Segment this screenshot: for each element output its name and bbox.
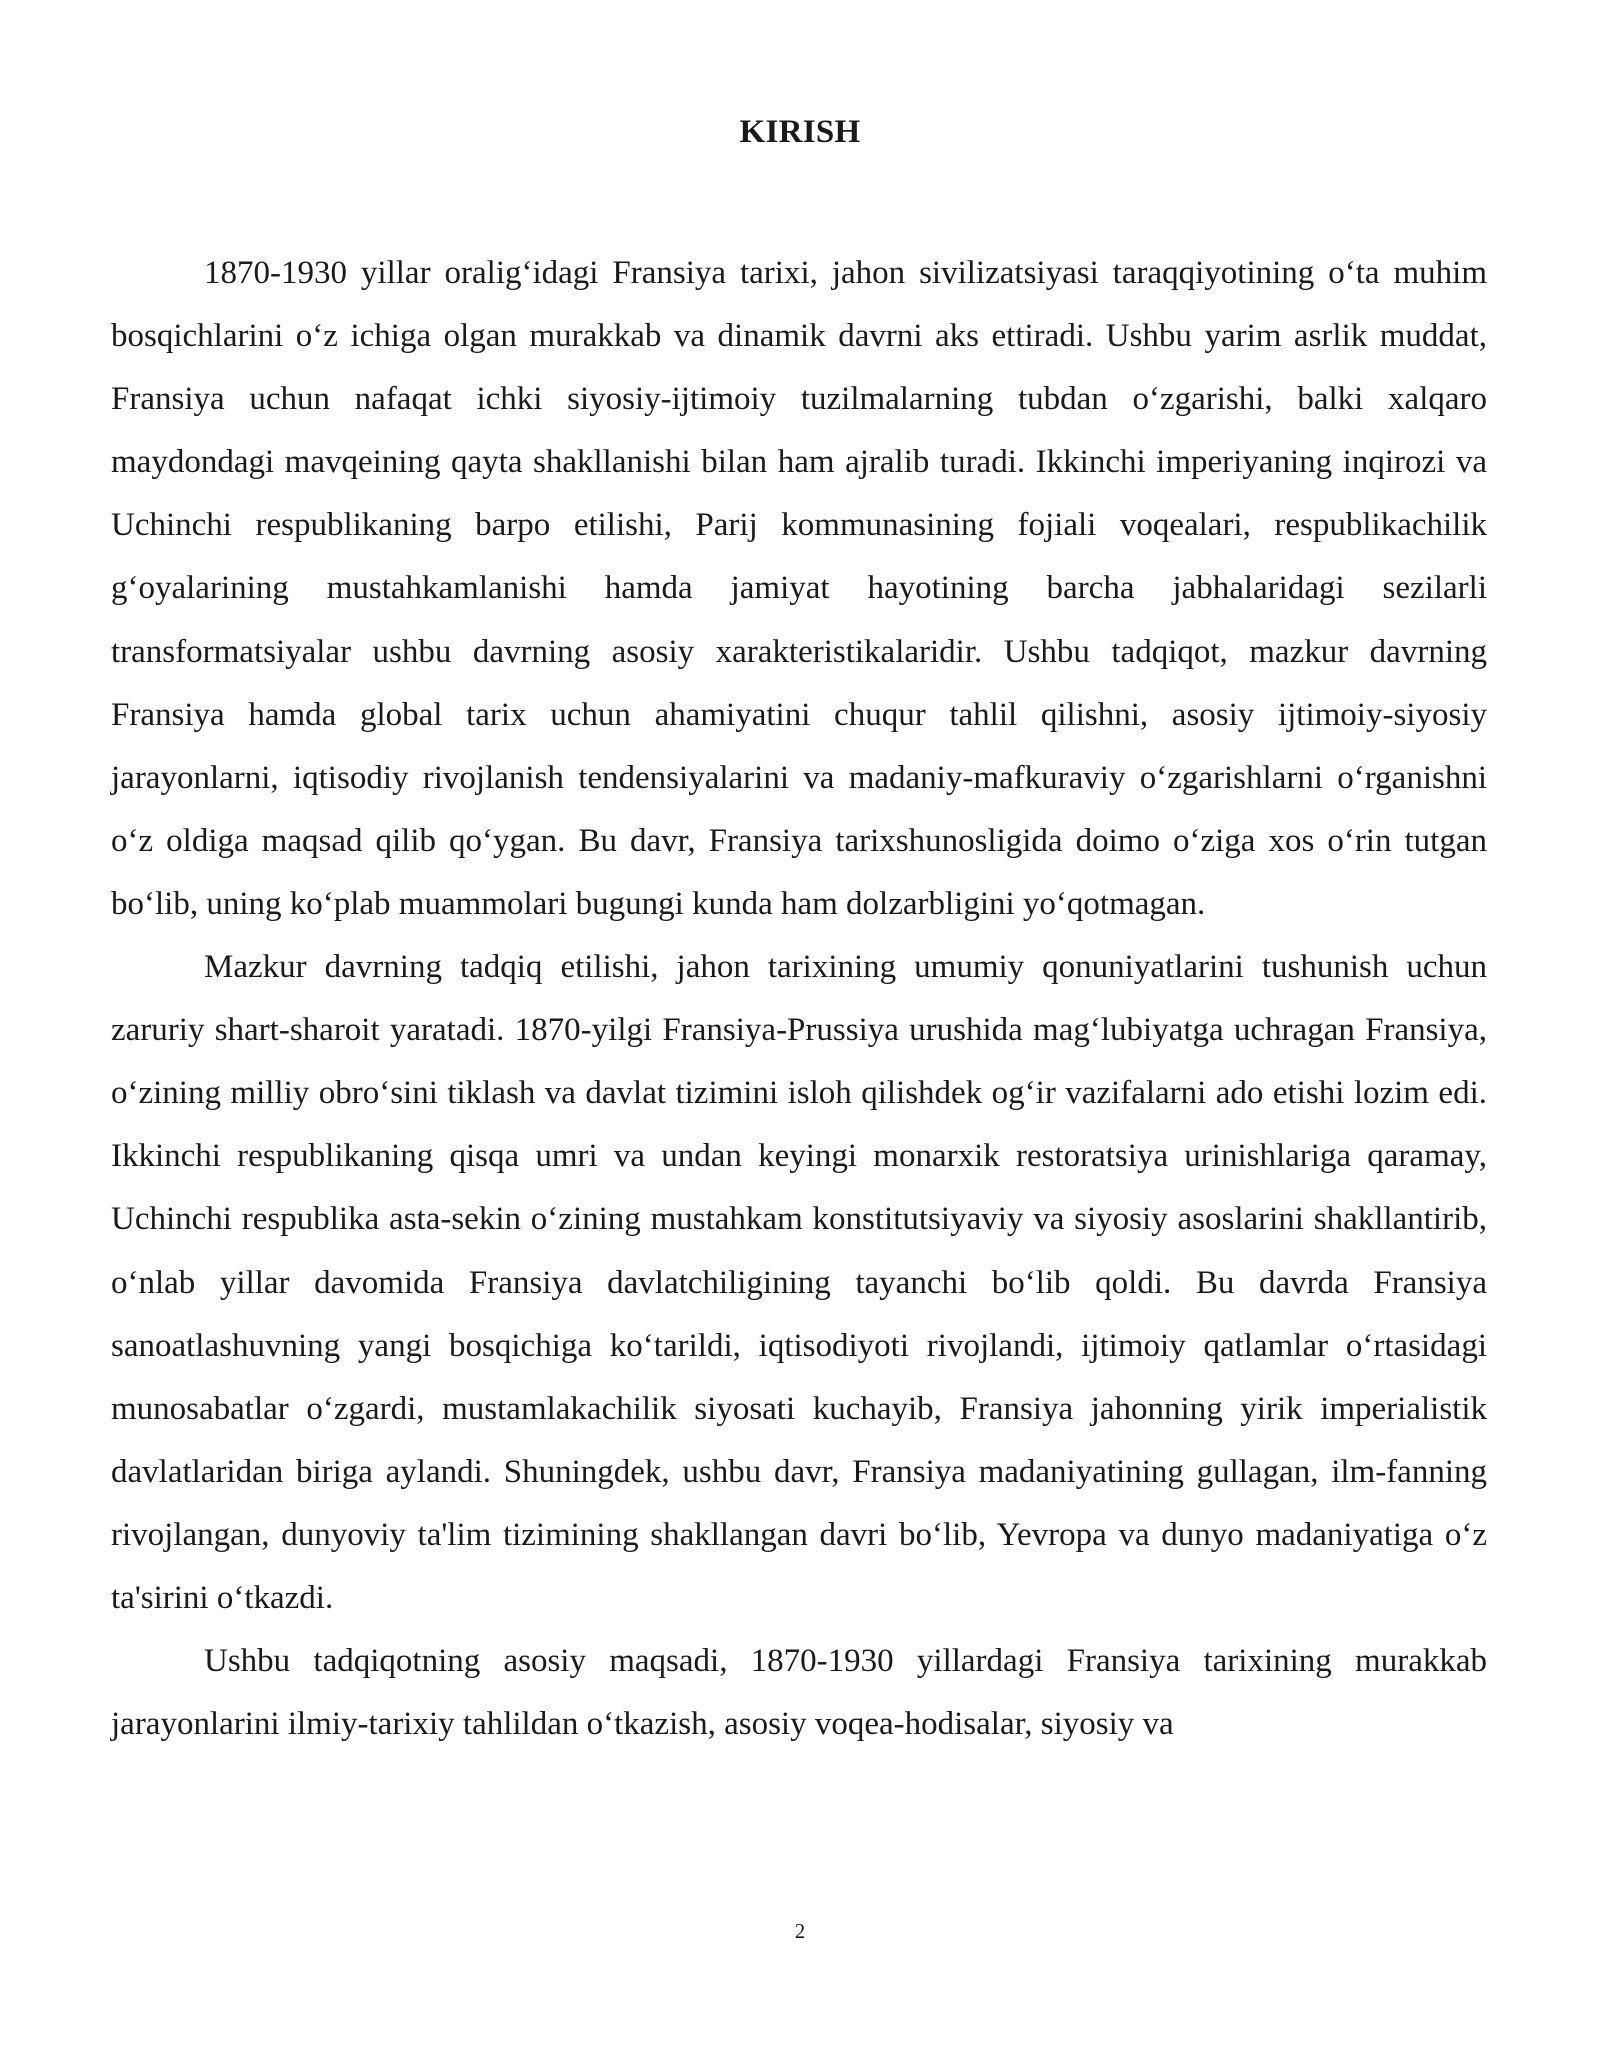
body-text: [111, 242, 1487, 1756]
page-number: 2: [794, 1919, 806, 1943]
paragraph-2: Mazkur davrning tadqiq etilishi, jahon tarixining umumiy qonuniyatlarini tushunish uchun zaruriy shart-sharoit yaratadi. 1870-yilgi Fransiya-Prussiya urushida mag‘lubiyatga uchragan Fransiya, o‘zining milliy obro‘sini tiklash va davlat tizimini isloh qilishdek og‘ir vazifalarni ado etishi lozim edi. Ikkinchi respublikaning qisqa umri va undan keyingi monarxik restoratsiya urinishlariga qaramay, Uchinchi respublika asta-sekin o‘zining mustahkam konstitutsiyaviy va siyosiy asoslarini shakllantirib, o‘nlab yillar davomida Fransiya davlatchiligining tayanchi bo‘lib qoldi. Bu davrda Fransiya sanoatlashuvning yangi bosqichiga ko‘tarildi, iqtisodiyoti rivojlandi, ijtimoiy qatlamlar o‘rtasidagi munosabatlar o‘zgardi, mustamlakachilik siyosati kuchayib, Fransiya jahonning yirik imperialistik davlatlaridan biriga aylandi. Shuningdek, ushbu davr, Fransiya madaniyatining gullagan, ilm-fanning rivojlangan, dunyoviy ta'lim tizimining shakllangan davri bo‘lib, Yevropa va dunyo madaniyatiga o‘z ta'sirini o‘tkazdi.: [111, 949, 1487, 1616]
paragraph-1: 1870-1930 yillar oralig‘idagi Fransiya tarixi, jahon sivilizatsiyasi taraqqiyotining o‘ta muhim bosqichlarini o‘z ichiga olgan murakkab va dinamik davrni aks ettiradi. Ushbu yarim asrlik muddat, Fransiya uchun nafaqat ichki siyosiy-ijtimoiy tuzilmalarning tubdan o‘zgarishi, balki xalqaro maydondagi mavqeining qayta shakllanishi bilan ham ajralib turadi. Ikkinchi imperiyaning inqirozi va Uchinchi respublikaning barpo etilishi, Parij kommunasining fojiali voqealari, respublikachilik g‘oyalarining mustahkamlanishi hamda jamiyat hayotining barcha jabhalaridagi sezilarli transformatsiyalar ushbu davrning asosiy xarakteristikalaridir. Ushbu tadqiqot, mazkur davrning Fransiya hamda global tarix uchun ahamiyatini chuqur tahlil qilishni, asosiy ijtimoiy-siyosiy jarayonlarni, iqtisodiy rivojlanish tendensiyalarini va madaniy-mafkuraviy o‘zgarishlarni o‘rganishni o‘z oldiga maqsad qilib qo‘ygan. Bu davr, Fransiya tarixshunosligida doimo o‘ziga xos o‘rin tutgan bo‘lib, uning ko‘plab muammolari bugungi kunda ham dolzarbligini yo‘qotmagan.: [111, 255, 1487, 922]
paragraph-3: Ushbu tadqiqotning asosiy maqsadi, 1870-1930 yillardagi Fransiya tarixining murakkab jarayonlarini ilmiy-tarixiy tahlildan o‘tkazish, asosiy voqea-hodisalar, siyosiy va: [111, 1643, 1487, 1743]
section-title: KIRISH: [739, 114, 861, 150]
